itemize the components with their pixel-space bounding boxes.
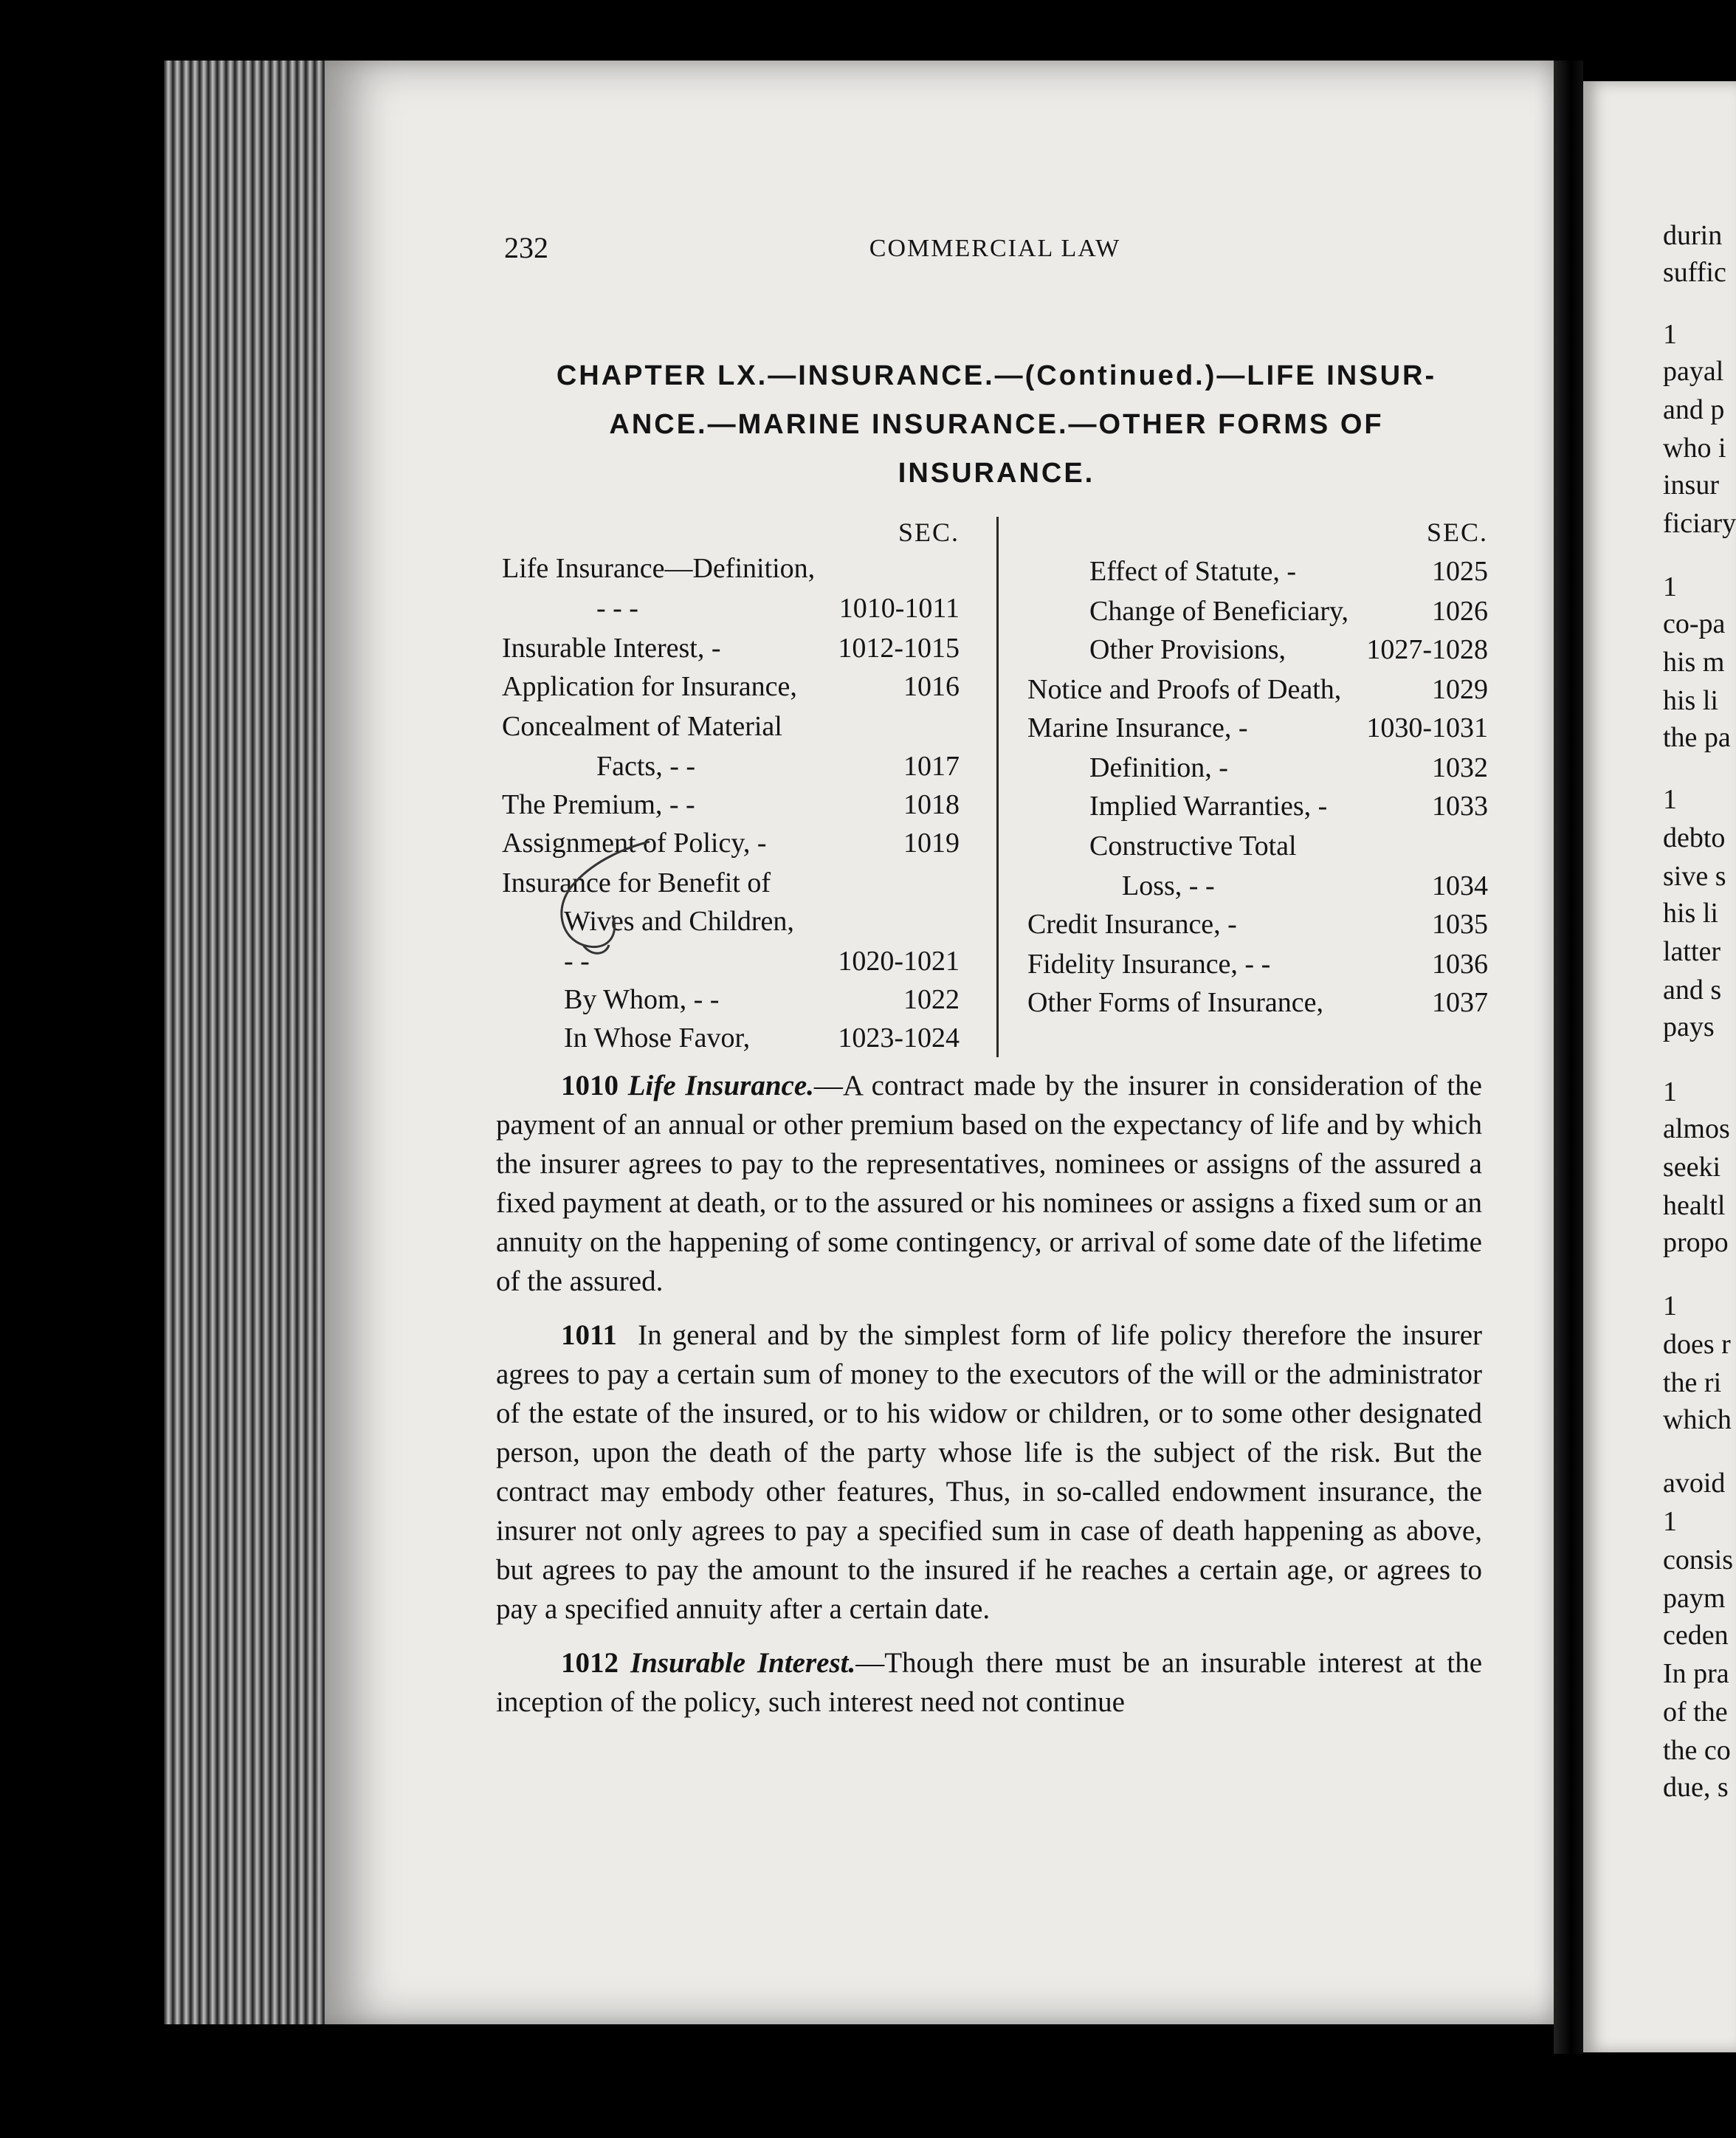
toc-divider bbox=[996, 517, 999, 1057]
toc-entry: Fidelity Insurance, - - 1036 bbox=[1027, 949, 1488, 980]
facing-page-fragment: avoid bbox=[1663, 1468, 1726, 1499]
facing-page-fragment: does r bbox=[1663, 1329, 1731, 1360]
facing-page-fragment: his m bbox=[1663, 647, 1725, 678]
facing-page-fragment: due, s bbox=[1663, 1772, 1729, 1803]
toc-entry: Effect of Statute, - 1025 bbox=[1089, 556, 1488, 587]
toc-sec-label: SEC. bbox=[898, 518, 960, 547]
body-text bbox=[496, 1066, 1482, 1736]
facing-page-fragment: ficiary bbox=[1663, 508, 1736, 539]
facing-page-fragment: latter bbox=[1663, 936, 1721, 967]
toc-entry: In Whose Favor, 1023-1024 bbox=[564, 1022, 960, 1053]
facing-page-fragment: his li bbox=[1663, 898, 1718, 929]
facing-page bbox=[1583, 81, 1736, 2052]
running-head bbox=[504, 230, 1486, 267]
facing-page-fragment: 1 bbox=[1663, 784, 1677, 815]
facing-page-fragment: 1 bbox=[1663, 319, 1677, 350]
paragraph-text: —Though there must be an insurable interest at the inception of the policy, such interest need not continue bbox=[496, 1647, 1483, 1718]
facing-page-fragment: durin bbox=[1663, 220, 1723, 251]
toc-entry: Wives and Children, bbox=[564, 906, 794, 937]
toc-entry: Concealment of Material bbox=[502, 711, 782, 742]
facing-page-fragment: healtl bbox=[1663, 1190, 1726, 1221]
toc-entry: Assignment of Policy, - 1019 bbox=[502, 828, 960, 859]
facing-page-fragment: the co bbox=[1663, 1735, 1731, 1766]
section-heading: Life Insurance. bbox=[627, 1070, 814, 1101]
chapter-title bbox=[502, 351, 1491, 498]
facing-page-fragment: 1 bbox=[1663, 571, 1677, 602]
book-page-edges bbox=[164, 61, 338, 2024]
toc-entry: - - 1020-1021 bbox=[564, 946, 960, 977]
toc-entry: Other Provisions, 1027-1028 bbox=[1089, 634, 1488, 665]
section-heading: Insurable Interest. bbox=[630, 1647, 856, 1679]
paragraph-text: In general and by the simplest form of life policy therefore the insurer agrees to pay a certain sum of money to the executors of the will or the administrator of the estate of the insured, or to his widow or children, or to some other designated person, upon the death of the party whose life is the subject of the risk. But the contract may embody other features, Thus, in so-called endowment insurance, the insurer not only agrees to pay a specified sum in case of death happening as above, but agrees to pay the amount to the insured if he reaches a certain age, or agrees to pay a specified annuity after a certain date. bbox=[496, 1319, 1482, 1625]
toc-entry: Notice and Proofs of Death, 1029 bbox=[1027, 674, 1488, 705]
facing-page-fragment: co-pa bbox=[1663, 608, 1726, 639]
toc-entry: Loss, - - 1034 bbox=[1122, 870, 1488, 901]
toc-entry: Life Insurance—Definition, bbox=[502, 553, 816, 584]
chapter-title-line: INSURANCE. bbox=[898, 458, 1095, 489]
facing-page-fragment: of the bbox=[1663, 1697, 1728, 1728]
facing-page-fragment: propo bbox=[1663, 1227, 1729, 1258]
paragraph-1012 bbox=[496, 1643, 1482, 1722]
facing-page-fragment: In pra bbox=[1663, 1658, 1729, 1689]
toc-entry: By Whom, - - 1022 bbox=[564, 984, 960, 1015]
facing-page-fragment: ceden bbox=[1663, 1620, 1729, 1651]
facing-page-fragment: almos bbox=[1663, 1113, 1730, 1144]
toc-entry: Application for Insurance, 1016 bbox=[502, 671, 960, 702]
facing-page-fragment: his li bbox=[1663, 685, 1718, 716]
book-gutter bbox=[1554, 61, 1583, 2054]
facing-page-fragment: debto bbox=[1663, 822, 1726, 853]
chapter-title-line: CHAPTER LX.—INSURANCE.—(Continued.)—LIFE INSUR- bbox=[556, 360, 1437, 391]
facing-page-fragment: seeki bbox=[1663, 1152, 1721, 1183]
facing-page-fragment: sive s bbox=[1663, 861, 1726, 892]
toc-entry: Change of Beneficiary, 1026 bbox=[1089, 596, 1488, 627]
facing-page-fragment: which bbox=[1663, 1404, 1732, 1435]
facing-page-fragment: and p bbox=[1663, 394, 1725, 425]
running-title: COMMERCIAL LAW bbox=[869, 235, 1121, 262]
section-number: 1010 bbox=[561, 1070, 619, 1101]
facing-page-fragment: paym bbox=[1663, 1583, 1726, 1614]
facing-page-fragment: 1 bbox=[1663, 1506, 1677, 1537]
toc-entry: Implied Warranties, - 1033 bbox=[1089, 791, 1488, 822]
facing-page-fragment: the ri bbox=[1663, 1367, 1722, 1398]
facing-page-fragment: insur bbox=[1663, 470, 1719, 501]
pencil-scribble bbox=[539, 834, 686, 960]
section-number: 1012 bbox=[561, 1647, 619, 1679]
paragraph-1010 bbox=[496, 1066, 1482, 1301]
facing-page-fragment: consis bbox=[1663, 1544, 1733, 1575]
facing-page-fragment: and s bbox=[1663, 975, 1722, 1006]
toc-entry: Insurance for Benefit of bbox=[502, 867, 771, 898]
section-number: 1011 bbox=[561, 1319, 617, 1351]
toc-entry: Marine Insurance, - 1030-1031 bbox=[1027, 712, 1488, 743]
paragraph-1011 bbox=[496, 1316, 1482, 1629]
page-number: 232 bbox=[504, 231, 548, 264]
facing-page-fragment: pays bbox=[1663, 1011, 1715, 1042]
toc-entry: Credit Insurance, - 1035 bbox=[1027, 909, 1488, 940]
chapter-title-line: ANCE.—MARINE INSURANCE.—OTHER FORMS OF bbox=[609, 409, 1384, 440]
facing-page-fragment: payal bbox=[1663, 356, 1724, 387]
facing-page-fragment: 1 bbox=[1663, 1290, 1677, 1321]
facing-page-fragment: suffic bbox=[1663, 257, 1726, 288]
toc-entry: The Premium, - - 1018 bbox=[502, 789, 960, 820]
facing-page-fragment: who i bbox=[1663, 433, 1726, 464]
facing-page-fragment: the pa bbox=[1663, 722, 1731, 753]
toc-entry: Definition, - 1032 bbox=[1089, 752, 1488, 783]
toc-entry: Facts, - - 1017 bbox=[596, 751, 960, 782]
toc-entry: Insurable Interest, - 1012-1015 bbox=[502, 633, 960, 664]
toc-entry: Other Forms of Insurance, 1037 bbox=[1027, 987, 1488, 1018]
toc-entry: Constructive Total bbox=[1089, 831, 1297, 862]
toc-sec-label: SEC. bbox=[1426, 518, 1488, 547]
paragraph-text: —A contract made by the insurer in consideration of the payment of an annual or other premium based on the expectancy of life and by which the insurer agrees to pay to the representatives, nominees or assigns of the assured a fixed payment at death, or to the assured or his nominees or assigns a fixed sum or an annuity on the happening of some contingency, or arrival of some date of the lifetime of the assured. bbox=[496, 1070, 1482, 1297]
toc-entry: - - - 1010-1011 bbox=[596, 593, 960, 624]
facing-page-fragment: 1 bbox=[1663, 1076, 1677, 1107]
